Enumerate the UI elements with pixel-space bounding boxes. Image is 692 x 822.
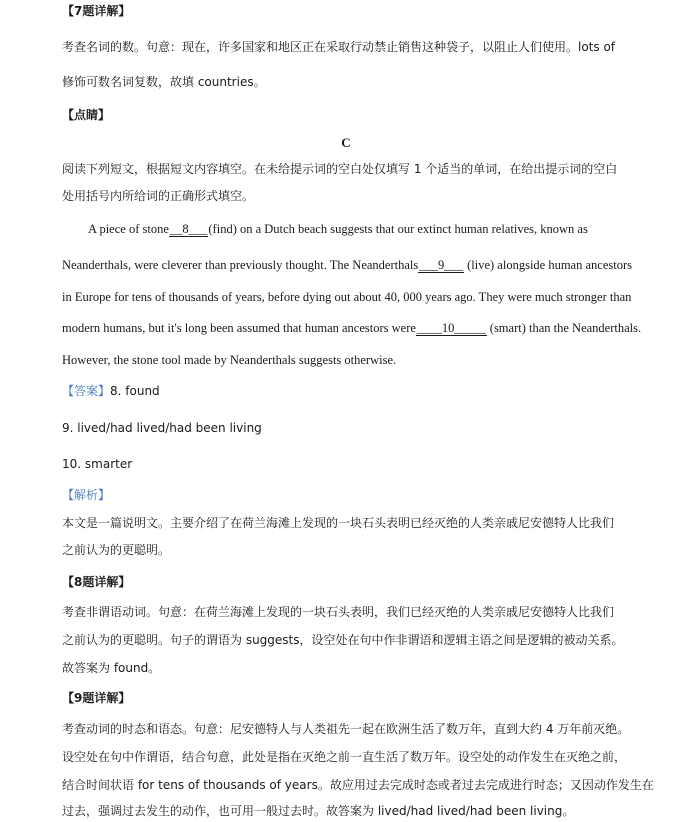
passage-text: A piece of stone [88,222,169,236]
blank-9: ___9___ [419,258,463,272]
passage-line [62,320,641,336]
passage-line: However, the stone tool made by Neanderthals suggests otherwise. [62,353,397,367]
passage-text: (find) on a Dutch beach suggests that our extinct human relatives, known as [208,222,588,236]
section9-text-line: 过去，强调过去发生的动作，也可用一般过去时。故答案为 lived/had lived/had been living。 [62,804,575,818]
section7-text-line: 修饰可数名词复数，故填 countries。 [62,75,266,89]
section8-text-line: 故答案为 found。 [62,661,161,675]
section7-text-line: 考查名词的数。句意：现在，许多国家和地区正在采取行动禁止销售这种袋子，以阻止人们使用。lots of [62,40,616,54]
answer-10: 10. smarter [62,457,133,471]
answer-8: 8. found [110,384,160,398]
section9-heading: 【9题详解】 [62,691,131,705]
instruction-line: 处用括号内所给词的正确形式填空。 [62,189,255,203]
blank-10: ____10_____ [416,321,486,335]
answer-line [62,383,160,399]
section8-heading: 【8题详解】 [62,575,131,589]
analysis-line: 本文是一篇说明文。主要介绍了在荷兰海滩上发现的一块石头表明已经灭绝的人类亲戚尼安德特人比我们 [62,516,615,530]
section8-text-line: 考查非谓语动词。句意：在荷兰海滩上发现的一块石头表明，我们已经灭绝的人类亲戚尼安德特人比我们 [62,605,615,619]
instruction-line: 阅读下列短文，根据短文内容填空。在未给提示词的空白处仅填写 1 个适当的单词，在给出提示词的空白 [62,162,618,176]
passage-text: modern humans, but it's long been assumed that human ancestors were [62,321,416,335]
analysis-line: 之前认为的更聪明。 [62,543,171,557]
analysis-label: 【解析】 [62,488,111,502]
answer-9: 9. lived/had lived/had been living [62,421,262,435]
passage-line [88,221,588,237]
passage-line [62,257,632,273]
section7-heading: 【7题详解】 [62,4,131,18]
dianjing-heading: 【点睛】 [62,108,111,122]
passage-text: (live) alongside human ancestors [463,258,632,272]
blank-8: __8___ [169,222,208,236]
section9-text-line: 考查动词的时态和语态。句意：尼安德特人与人类祖先一起在欧洲生活了数万年，直到大约 4 万年前灭绝。 [62,722,630,736]
part-c-title: C [341,135,351,150]
section9-text-line: 结合时间状语 for tens of thousands of years。故应用过去完成时态或者过去完成进行时态；又因动作发生在 [62,778,654,792]
answer-label: 【答案】 [62,384,111,398]
passage-text: (smart) than the Neanderthals. [486,321,642,335]
section8-text-line: 之前认为的更聪明。句子的谓语为 suggests，设空处在句中作非谓语和逻辑主语之间是逻辑的被动关系。 [62,633,624,647]
passage-line: in Europe for tens of thousands of years, before dying out about 40, 000 years ago. They were much stronger than [62,290,632,304]
section9-text-line: 设空处在句中作谓语，结合句意，此处是指在灭绝之前一直生活了数万年。设空处的动作发生在灭绝之前， [62,750,627,764]
passage-text: Neanderthals, were cleverer than previously thought. The Neanderthals [62,258,419,272]
